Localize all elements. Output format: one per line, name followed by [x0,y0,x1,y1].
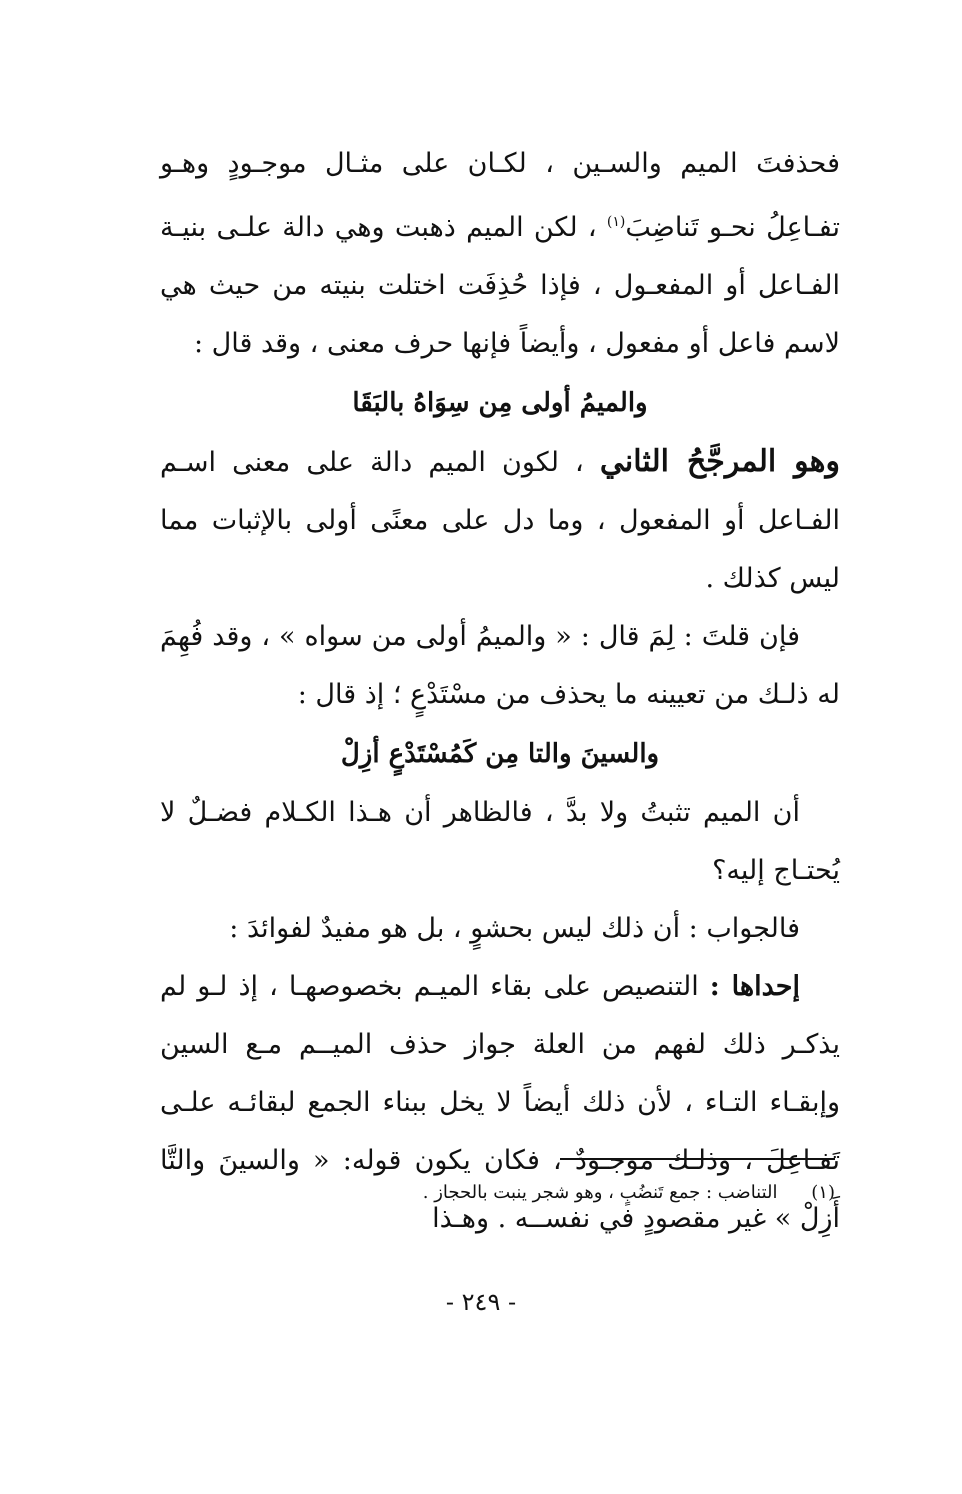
paragraph-1-continuation: ، لكن الميم ذهبت وهي دالة علـى بنيـة الفـاعل أو المفعـول ، فإذا حُذِفَت اختلت بنيته من حيث هي لاسم فاعل أو مفعول ، وأيضاً فإنها حرف معنى ، وقد قال : [160,212,840,359]
verse-1: والميمُ أولى مِن سِوَاهُ بالبَقَا [352,388,648,418]
main-text [160,135,840,1248]
verse-2: والسينَ والتا مِن كَمُسْتَدْعٍ أزِلْ [340,739,660,769]
footnote [160,1178,835,1208]
paragraph-6-text: التنصيص على بقاء الميـم بخصوصهـا ، إذ لـو لم يذكـر ذلك لفهم من العلة جواز حذف الميــم مـع السين وإبقـاء التـاء ، لأن ذلك أيضاً لا يخل ببناء الجمع لبقائـه علـى تَفـاعِلَ ، وذلـك موجـودٌ ، فكان يكون قوله: « والسينَ والتَّا أَزِلْ » غير مقصودٍ في نفســه . وهـذا [160,971,840,1234]
paragraph-5: فالجواب : أن ذلك ليس بحشوٍ ، بل هو مفيدٌ لفوائدَ : [229,913,800,944]
paragraph-2 [160,433,840,608]
paragraph-3: فإن قلتَ : لِمَ قال : « والميمُ أولى من سواه » ، وقد فُهِمَ له ذلـك من تعيينه ما يحذف من مسْتَدْعٍ ؛ إذ قال : [160,621,840,710]
paragraph-1-text: فحذفتَ الميم والسـين ، لكـان على مثـال موجـودٍ وهـو تفـاعِلُ نحـو تَناضِبَ [160,148,840,243]
footnote-text: التناضب : جمع تَنضُبٍ ، وهو شجر ينبت بالحجاز . [422,1182,778,1203]
paragraph-1 [160,135,840,373]
paragraph-4: أن الميم تثبتُ ولا بدَّ ، فالظاهر أن هـذا الكـلام فضـلٌ لا يُحتـاج إليه؟ [160,797,840,886]
paragraph-2-heading: وهو المرجَّحُ الثاني [599,444,840,479]
footnote-separator [560,1158,835,1160]
footnote-number: (١) [811,1182,835,1203]
paragraph-6-heading: إحداها : [709,971,800,1002]
footnote-reference: (١) [606,214,626,230]
page-number: - ٢٤٩ - [445,1288,517,1316]
paragraph-2-text: ، لكون الميم دالة على معنى اسـم الفـاعل أو المفعول ، وما دل على معنًى أولى بالإثبات مما ليس كذلك . [160,447,840,594]
